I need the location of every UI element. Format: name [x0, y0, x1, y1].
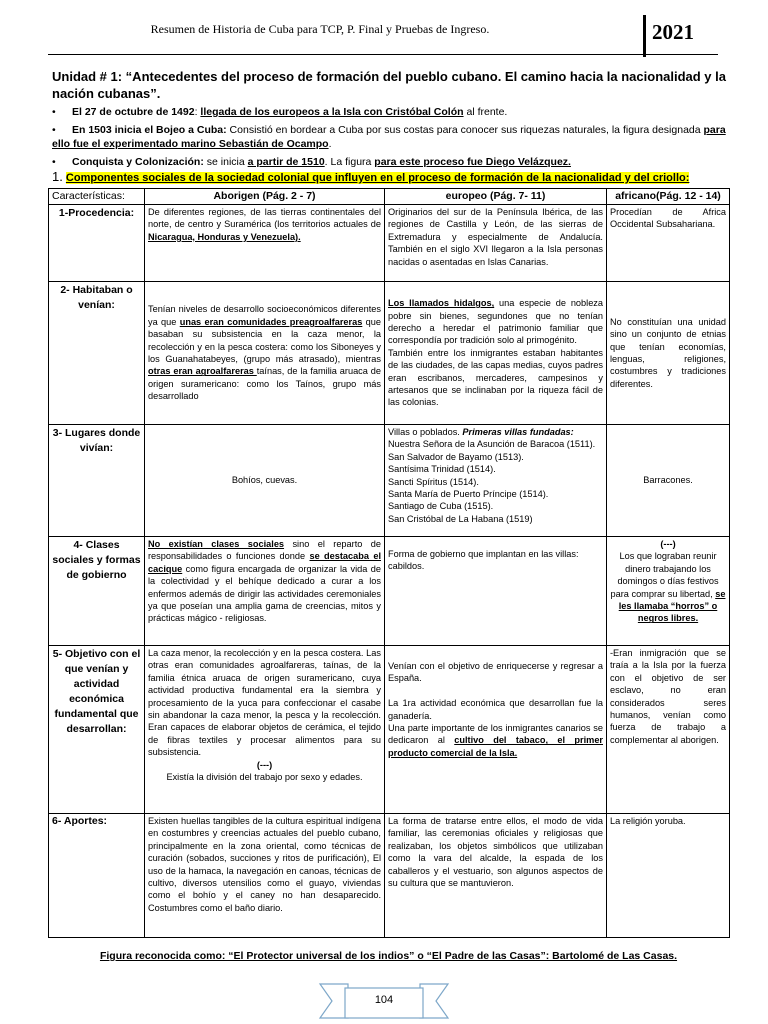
bullet-dot-icon: •: [52, 156, 56, 168]
cell-emphasis: cultivo del tabaco, el primer producto comercial de la Isla.: [388, 735, 603, 758]
header-year: 2021: [652, 20, 694, 44]
table-row: [49, 205, 730, 282]
bullet-3-text-2: . La figura: [324, 156, 375, 168]
villa-item: San Cristóbal de La Habana (1519): [388, 513, 533, 524]
cell-aborigen-habitaban: [145, 282, 385, 425]
cell-emphasis: unas eran comunidades preagroalfareras: [179, 316, 363, 327]
bullet-1-event: llegada de los europeos a la Isla con Cristóbal Colón: [200, 106, 464, 118]
row-label-objetivo: 5- Objetivo con el que venían y actividad económica fundamental que desarrollan:: [49, 646, 145, 814]
bullet-1-rest: al frente.: [463, 106, 508, 118]
cell-europeo-procedencia: Originarios del sur de la Península Ibérica, de las regiones de Castilla y León, de las sierras de Extremadura y especialmente de Andalucía. También en el siglo XVI llegaron a la Isla personas nacidas o asentadas en Islas Canarias.: [385, 205, 607, 282]
cell-dash: (---): [660, 539, 676, 549]
cell-africano-clases: [607, 537, 730, 646]
bullet-3-text: se inicia: [203, 156, 248, 168]
cell-emphasis: se les llamaba “horros” o negros libres.: [618, 588, 726, 624]
cell-emphasis: Primeras villas fundadas:: [462, 427, 574, 437]
table-row: [49, 646, 730, 814]
cell-text: que basaban su subsistencia en la caza menor, la recolección y en la pesca costera: como los Siboneyes y los Guanahatabeyes, (grupo más atrasado), mientras: [148, 316, 381, 364]
cell-europeo-habitaban: [385, 282, 607, 425]
bullet-3-title: Conquista y Colonización:: [72, 156, 204, 168]
cell-aborigen-lugares: Bohíos, cuevas.: [145, 425, 385, 537]
cell-dash: (---): [256, 759, 273, 770]
header-divider: [643, 15, 646, 57]
bullet-3-figure: para este proceso fue Diego Velázquez.: [374, 156, 571, 168]
cell-aborigen-clases: [145, 537, 385, 646]
cell-emphasis: Nicaragua, Honduras y Venezuela).: [148, 231, 301, 242]
cell-text: También entre los inmigrantes estaban habitantes de las ciudades, de las capas medias, cuyos padres eran escribanos, mercaderes, campesinos y artesanos que se inclinaban por la riqueza fácil de las colonias.: [388, 347, 603, 408]
social-components-table: [48, 188, 730, 938]
cell-africano-aportes: La religión yoruba.: [607, 814, 730, 938]
bullet-dot-icon: •: [52, 124, 56, 136]
cell-emphasis: otras eran agroalfareras: [148, 366, 257, 377]
cell-text: Venían con el objetivo de enriquecerse y regresar a España.: [388, 661, 603, 684]
row-label-aportes: 6- Aportes:: [49, 814, 145, 938]
villa-item: Santa María de Puerto Príncipe (1514).: [388, 489, 549, 500]
document-header-title: Resumen de Historia de Cuba para TCP, P. Final y Pruebas de Ingreso.: [150, 22, 490, 36]
cell-africano-procedencia: Procedían de Africa Occidental Subsahariana.: [607, 205, 730, 282]
bullet-1-colon: :: [194, 106, 201, 118]
cell-text: La 1ra actividad económica que desarrollan fue la ganadería.: [388, 698, 603, 721]
bullet-3-year: a partir de 1510: [247, 156, 325, 168]
page-number: 104: [374, 994, 394, 1006]
cell-africano-lugares: Barracones.: [607, 425, 730, 537]
row-label-habitaban: 2- Habitaban o venían:: [49, 282, 145, 425]
cell-text: La caza menor, la recolección y en la pesca costera. Las otras eran comunidades agroalfareras, taínas, de la familia étnica aruaca de origen suramericano, cuya actividad productiva fundamental era la siembra y procesamiento de la yuca para confeccionar el casabe sin abandonar la caza menor, la pesca y la recolección. Eran capaces de elaborar objetos de cerámica, el tejido de fibras textiles y procesar alimentos para su subsistencia.: [148, 648, 381, 758]
footer-figure-note: Figura reconocida como: “El Protector universal de los indios” o “El Padre de las Casas”: Bartolomé de Las Casas.: [99, 950, 678, 962]
villa-item: Santiago de Cuba (1515).: [388, 501, 494, 512]
cell-text: Los que lograban reunir dinero trabajando los domingos o días festivos para comprar su libertad,: [610, 551, 719, 599]
cell-aborigen-procedencia: [145, 205, 385, 282]
cell-text: sino el reparto de responsabilidades o funciones donde: [148, 539, 381, 562]
cell-emphasis: No existían clases sociales: [148, 539, 285, 549]
cell-text: De diferentes regiones, de las tierras continentales del norte, de centro y Suramérica (los territorios actuales de: [148, 207, 381, 230]
bullet-1-date: El 27 de octubre de 1492: [72, 106, 195, 118]
bullet-2-title: En 1503 inicia el Bojeo a Cuba:: [72, 124, 227, 136]
bullet-2-figure: para ello fue el experimentado marino Sebastián de Ocampo: [52, 124, 726, 150]
cell-africano-objetivo: -Eran inmigración que se traía a la Isla por la fuerza con el objetivo de ser esclavo, no eran considerados seres humanos, venían como fuerza de trabajo a complementar al aborigen.: [607, 646, 730, 814]
section-1-title: Componentes sociales de la sociedad colonial que influyen en el proceso de formación de la nacionalidad y del criollo:: [65, 172, 690, 184]
header-aborigen: Aborigen (Pág. 2 - 7): [145, 189, 385, 205]
row-label-clases: 4- Clases sociales y formas de gobierno: [49, 537, 145, 646]
bullet-1: [52, 105, 740, 119]
cell-text: taínas, de la familia aruaca de origen suramericano: como los Taínos, grupo más desarrollado: [148, 366, 381, 402]
section-1-number: 1.: [52, 169, 63, 184]
cell-europeo-lugares: [385, 425, 607, 537]
cell-aborigen-objetivo: [145, 646, 385, 814]
bullet-2-end: .: [328, 138, 332, 150]
section-1-heading: [52, 170, 689, 185]
table-header-row: [49, 189, 730, 205]
row-label-procedencia: 1-Procedencia:: [49, 205, 145, 282]
cell-text: Tenían niveles de desarrollo socioeconómicos diferentes ya que: [148, 304, 381, 327]
table-row: [49, 425, 730, 537]
villa-item: Nuestra Señora de la Asunción de Baracoa (1511).: [388, 439, 596, 450]
unit-heading: Unidad # 1: “Antecedentes del proceso de formación del pueblo cubano. El camino hacia la nacionalidad y la nación cubanas”.: [52, 69, 726, 101]
cell-text: Una parte importante de los inmigrantes canarios se dedicaron al: [388, 723, 603, 746]
header-europeo: europeo (Pág. 7- 11): [385, 189, 607, 205]
cell-europeo-clases: [385, 537, 607, 646]
header-caracteristicas: Características:: [49, 189, 145, 205]
table-row: [49, 282, 730, 425]
bullet-2-text: Consistió en bordear a Cuba por sus costas para conocer sus riquezas naturales, la figura designada: [226, 124, 704, 136]
cell-europeo-aportes: La forma de tratarse entre ellos, el modo de vida familiar, las ceremonias oficiales y religiosas que realizaban, los objetos simbólicos que utilizaban como la vara del alcalde, la espada de los caballeros y el vestuario, son algunos aspectos de su cultura que se mantuvieron.: [385, 814, 607, 938]
bullet-3: [52, 155, 740, 169]
villa-item: Sancti Spíritus (1514).: [388, 476, 479, 487]
header-rule: [48, 54, 718, 55]
cell-emphasis: Los llamados hidalgos,: [388, 298, 495, 309]
cell-text: como figura encargada de organizar la vida de la colectividad y el behíque dedicado a curar a los enfermos además de dirigir las actividades ceremoniales ya que poseían una amplia gama de creencias, mitos y prácticas mágico - religiosas.: [148, 563, 381, 624]
cell-europeo-objetivo: [385, 646, 607, 814]
cell-africano-habitaban: No constituían una unidad sino un conjunto de etnias que tenían economías, lenguas, religiones, costumbres y tradiciones diferentes.: [607, 282, 730, 425]
header-africano: africano(Pág. 12 - 14): [607, 189, 730, 205]
cell-text: Forma de gobierno que implantan en las villas: cabildos.: [388, 549, 579, 572]
table-row: [49, 814, 730, 938]
cell-emphasis: se destacaba el cacique: [148, 551, 381, 574]
cell-aborigen-aportes: Existen huellas tangibles de la cultura espiritual indígena en costumbres y creencias actuales del pueblo cubano, principalmente en la zona oriental, como técnicas de curación (sobados, succiones y ritos de purificación), El uso de la hamaca, la navegación en canoas, técnicas de cultivo, diversos utensilios como el guayo, viviendas como el bohío y el caney no han desaparecido. Costumbres como el baño diario.: [145, 814, 385, 938]
bullet-dot-icon: •: [52, 106, 56, 118]
villa-item: Santísima Trinidad (1514).: [388, 464, 496, 475]
table-row: [49, 537, 730, 646]
villa-item: San Salvador de Bayamo (1513).: [388, 451, 524, 462]
bullet-2: [52, 123, 740, 151]
cell-text: Existía la división del trabajo por sexo y edades.: [166, 772, 363, 783]
row-label-lugares: 3- Lugares donde vivían:: [49, 425, 145, 537]
cell-text: una especie de nobleza pobre sin bienes, segundones que no tenían derecho a heredar el patrimonio familiar que correspondía por tradición solo al primogénito.: [388, 298, 604, 346]
cell-text: Villas o poblados.: [388, 427, 463, 437]
